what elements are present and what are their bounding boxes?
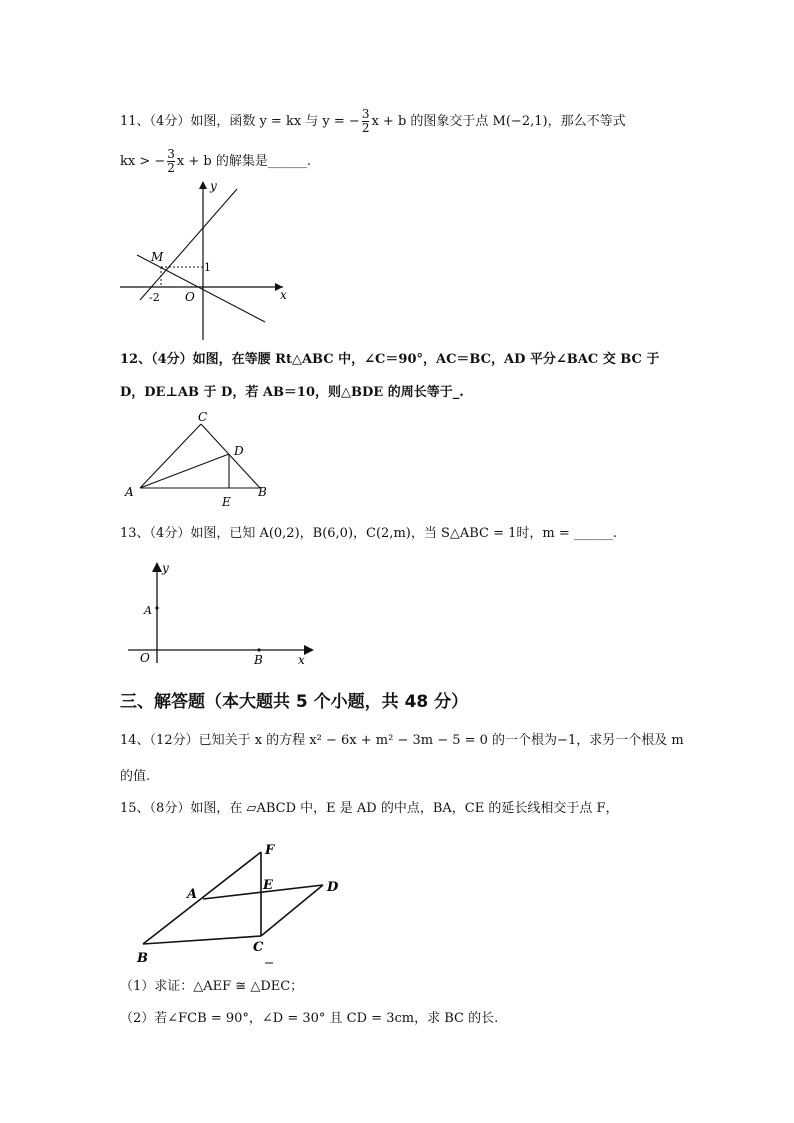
- q13-x-arrow: [304, 645, 314, 655]
- q15-line-BF: [143, 852, 261, 944]
- section3-title: 三、解答题（本大题共 5 个小题，共 48 分）: [120, 692, 469, 712]
- q12-label-A: A: [125, 485, 134, 499]
- q12-side-AC: [140, 424, 201, 488]
- q11-fraction-2: [167, 148, 175, 175]
- q11-tick-x: -2: [149, 291, 160, 304]
- q12-label-B: B: [258, 485, 267, 499]
- q11-line2-tail: x + b 的解集是______.: [176, 154, 311, 169]
- q11-line1: [120, 108, 626, 135]
- q11-label-O: O: [185, 290, 195, 304]
- q15-label-F: F: [265, 843, 275, 858]
- q13-label-x: x: [298, 653, 305, 667]
- q11-fraction-1: [362, 108, 370, 135]
- q13-point-B: [257, 648, 260, 651]
- q15-part1: （1）求证：△AEF ≅ △DEC；: [120, 979, 304, 994]
- q11-frac-num: 3: [361, 107, 370, 121]
- q11-frac2-den: 2: [167, 161, 175, 175]
- q13-graph: [120, 558, 320, 668]
- q13-label-O: O: [140, 651, 150, 665]
- q15-label-E: E: [263, 878, 273, 893]
- q11-y-arrow: [199, 181, 207, 189]
- q12-label-D: D: [234, 444, 244, 458]
- q11-label-y: y: [210, 179, 217, 193]
- q13-label-B: B: [254, 653, 263, 667]
- q13-line1: 13、（4分）如图，已知 A(0,2)，B(6,0)，C(2,m)，当 S△ABC = 1时，m = ______.: [120, 526, 618, 541]
- q11-label-M: M: [151, 250, 164, 264]
- q11-tick-y: 1: [204, 261, 211, 274]
- q11-line1-tail: x + b 的图象交于点 M(−2,1)，那么不等式: [371, 114, 626, 129]
- q11-line-kx: [140, 189, 237, 300]
- q15-label-B: B: [137, 951, 148, 966]
- q14-line1: 14、（12分）已知关于 x 的方程 x² − 6x + m² − 3m − 5 = 0 的一个根为−1，求另一个根及 m: [120, 733, 684, 748]
- q11-label-x: x: [280, 288, 287, 302]
- q11-frac-den: 2: [361, 121, 370, 135]
- q12-bisector-AD: [140, 454, 229, 488]
- q13-label-A: A: [144, 604, 152, 617]
- q15-side-BC: [143, 936, 261, 944]
- q12-label-C: C: [198, 410, 208, 424]
- q11-graph: [115, 175, 295, 345]
- q12-side-CB: [201, 424, 260, 488]
- q11-line-2: [137, 255, 265, 322]
- q12-line2: D，DE⊥AB 于 D，若 AB＝10，则△BDE 的周长等于_.: [120, 385, 464, 400]
- q11-line2-head: kx > −: [120, 154, 166, 169]
- q15-label-C: C: [253, 940, 264, 955]
- q13-point-A: [155, 606, 158, 609]
- q15-part2: （2）若∠FCB = 90°，∠D = 30° 且 CD = 3cm，求 BC 的长.: [120, 1011, 499, 1026]
- q15-figure: [135, 838, 350, 968]
- q12-figure: [118, 408, 283, 508]
- q14-line2: 的值.: [120, 769, 151, 784]
- q11-line1-head: 11、（4分）如图，函数 y = kx 与 y = −: [120, 114, 360, 129]
- q15-label-D: D: [327, 880, 339, 895]
- q15-label-A: A: [187, 887, 198, 902]
- q11-frac2-num: 3: [167, 147, 175, 161]
- q12-label-E: E: [222, 495, 231, 508]
- q13-label-y: y: [162, 561, 169, 575]
- q12-line1: 12、（4分）如图，在等腰 Rt△ABC 中，∠C＝90°，AC＝BC，AD 平分∠BAC 交 BC 于: [120, 352, 660, 367]
- q13-y-arrow: [152, 562, 162, 572]
- q11-line2: [120, 148, 311, 175]
- q15-line1: 15、（8分）如图，在 ▱ABCD 中，E 是 AD 的中点，BA，CE 的延长线相交于点 F，: [120, 801, 619, 816]
